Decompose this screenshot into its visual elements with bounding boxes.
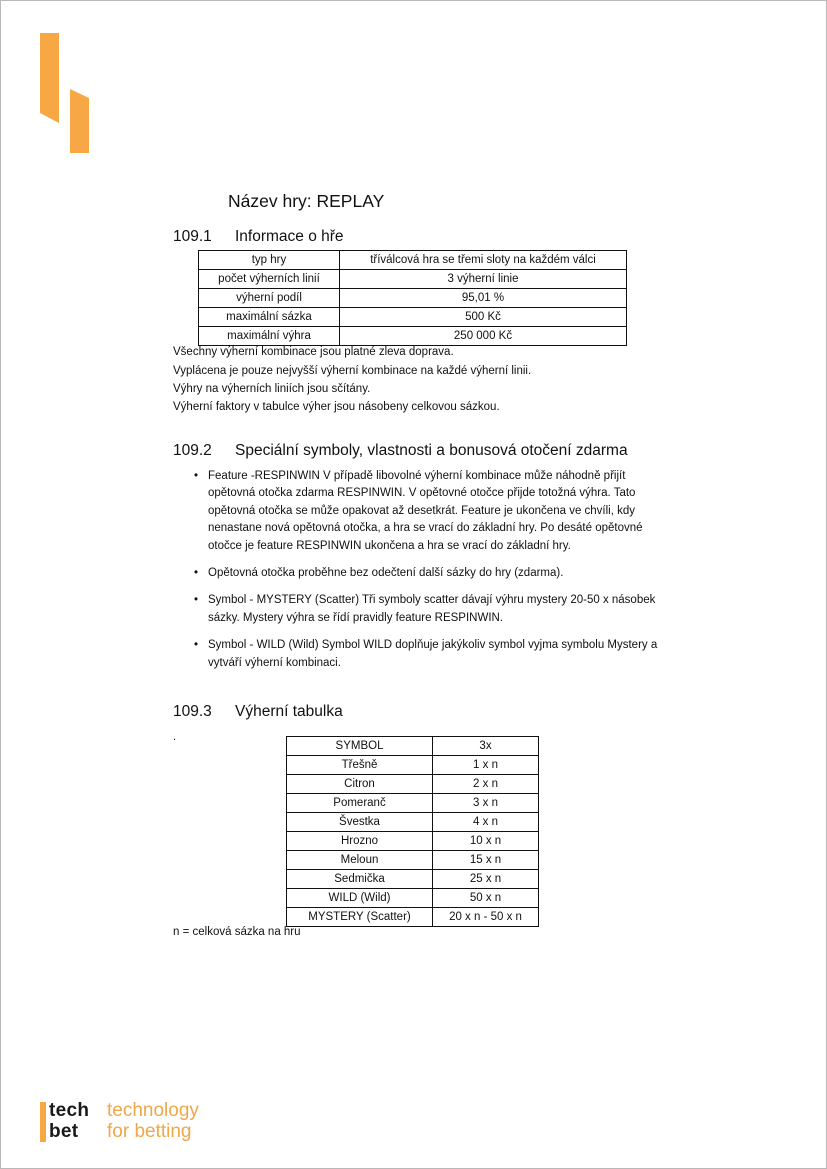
section-title: Informace o hře: [235, 228, 344, 245]
info-label-cell: počet výherních linií: [199, 270, 340, 289]
bullet-icon: •: [194, 567, 199, 580]
paytable-header-row: [287, 737, 539, 756]
section-number: 109.1: [173, 228, 212, 245]
info-label-cell: typ hry: [199, 251, 340, 270]
table-row: [199, 308, 627, 327]
brand-word-for-betting: for betting: [107, 1121, 192, 1142]
payout-cell: 15 x n: [433, 851, 539, 870]
note-line: Všechny výherní kombinace jsou platné zleva doprava.: [173, 346, 454, 358]
payout-cell: 50 x n: [433, 889, 539, 908]
payout-cell: 20 x n - 50 x n: [433, 908, 539, 927]
brand-word-bet: bet: [49, 1121, 79, 1142]
section-number: 109.2: [173, 442, 212, 459]
symbol-cell: Pomeranč: [287, 794, 433, 813]
payout-cell: 2 x n: [433, 775, 539, 794]
list-item: [193, 565, 663, 582]
note-line: Vyplácena je pouze nejvyšší výherní kombinace na každé výherní linii.: [173, 365, 532, 377]
bullet-text: Symbol - MYSTERY (Scatter) Tři symboly scatter dávají výhru mystery 20-50 x násobek sázky. Mystery výhra se řídí pravidly feature RESPINWIN.: [208, 594, 656, 624]
payout-cell: 10 x n: [433, 832, 539, 851]
symbol-cell: Třešně: [287, 756, 433, 775]
bullet-text: Feature -RESPINWIN V případě libovolné výherní kombinace může náhodně přijít opětovná otočka zdarma RESPINWIN. V opětovné otočce přijde totožná výhra. Tato opětovná otočka se může opakovat až desetkrát. Feature je ukončena ve chvíli, kdy nenastane nová opětovná otočka, a hra se vrací do základní hry. Po desáté opětovné otočce je feature RESPINWIN ukončena a hra se vrací do základní hry.: [208, 470, 643, 552]
info-value-cell: 3 výherní linie: [340, 270, 627, 289]
info-label-cell: maximální sázka: [199, 308, 340, 327]
note-line: Výherní faktory v tabulce výher jsou násobeny celkovou sázkou.: [173, 401, 500, 413]
table-row: [199, 327, 627, 346]
symbol-cell: MYSTERY (Scatter): [287, 908, 433, 927]
table-row: [199, 270, 627, 289]
info-label-cell: maximální výhra: [199, 327, 340, 346]
payout-cell: 1 x n: [433, 756, 539, 775]
info-value-cell: tříválcová hra se třemi sloty na každém válci: [340, 251, 627, 270]
techbet-brand-logo: [40, 1100, 240, 1144]
info-value-cell: 95,01 %: [340, 289, 627, 308]
feature-bullet-list: [193, 468, 663, 682]
symbol-cell: Sedmička: [287, 870, 433, 889]
brand-bar-icon: [40, 1102, 46, 1142]
note-line: Výhry na výherních liniích jsou sčítány.: [173, 383, 371, 395]
symbol-cell: Švestka: [287, 813, 433, 832]
symbol-cell: Meloun: [287, 851, 433, 870]
bullet-text: Opětovná otočka proběhne bez odečtení další sázky do hry (zdarma).: [208, 567, 564, 580]
bullet-icon: •: [194, 594, 199, 607]
brand-word-tech: tech: [49, 1100, 90, 1121]
bullet-icon: •: [194, 470, 199, 482]
table-row: [199, 251, 627, 270]
footnote: n = celková sázka na hru: [173, 926, 301, 938]
table-row: [287, 870, 539, 889]
table-row: [287, 794, 539, 813]
payout-cell: 3 x n: [433, 794, 539, 813]
symbol-cell: WILD (Wild): [287, 889, 433, 908]
stray-dot: .: [173, 731, 177, 743]
payout-cell: 4 x n: [433, 813, 539, 832]
section-heading-109-1: [173, 228, 344, 246]
info-label-cell: výherní podíl: [199, 289, 340, 308]
table-row: [287, 889, 539, 908]
paytable-header-symbol: SYMBOL: [287, 737, 433, 756]
table-row: [287, 813, 539, 832]
bullet-icon: •: [194, 639, 199, 652]
section-number: 109.3: [173, 703, 212, 720]
symbol-cell: Hrozno: [287, 832, 433, 851]
section-heading-109-2: [173, 442, 628, 460]
paytable-header-payout: 3x: [433, 737, 539, 756]
table-row: [199, 289, 627, 308]
section-heading-109-3: [173, 703, 343, 721]
table-row: [287, 851, 539, 870]
bullet-text: Symbol - WILD (Wild) Symbol WILD doplňuje jakýkoliv symbol vyjma symbolu Mystery a vytváří výherní kombinaci.: [208, 639, 658, 669]
table-row: [287, 832, 539, 851]
document-title: Název hry: REPLAY: [228, 191, 385, 211]
info-value-cell: 500 Kč: [340, 308, 627, 327]
table-row: [287, 756, 539, 775]
list-item: [193, 468, 663, 555]
techbet-logo-icon: [40, 33, 92, 155]
brand-word-technology: technology: [107, 1100, 199, 1121]
section-title: Výherní tabulka: [235, 703, 343, 720]
payout-cell: 25 x n: [433, 870, 539, 889]
table-row: [287, 775, 539, 794]
info-value-cell: 250 000 Kč: [340, 327, 627, 346]
symbol-cell: Citron: [287, 775, 433, 794]
section-title: Speciální symboly, vlastnosti a bonusová otočení zdarma: [235, 442, 628, 459]
table-row: [287, 908, 539, 927]
list-item: [193, 592, 663, 627]
paytable: [286, 736, 539, 927]
list-item: [193, 637, 663, 672]
game-info-table: [198, 250, 627, 346]
